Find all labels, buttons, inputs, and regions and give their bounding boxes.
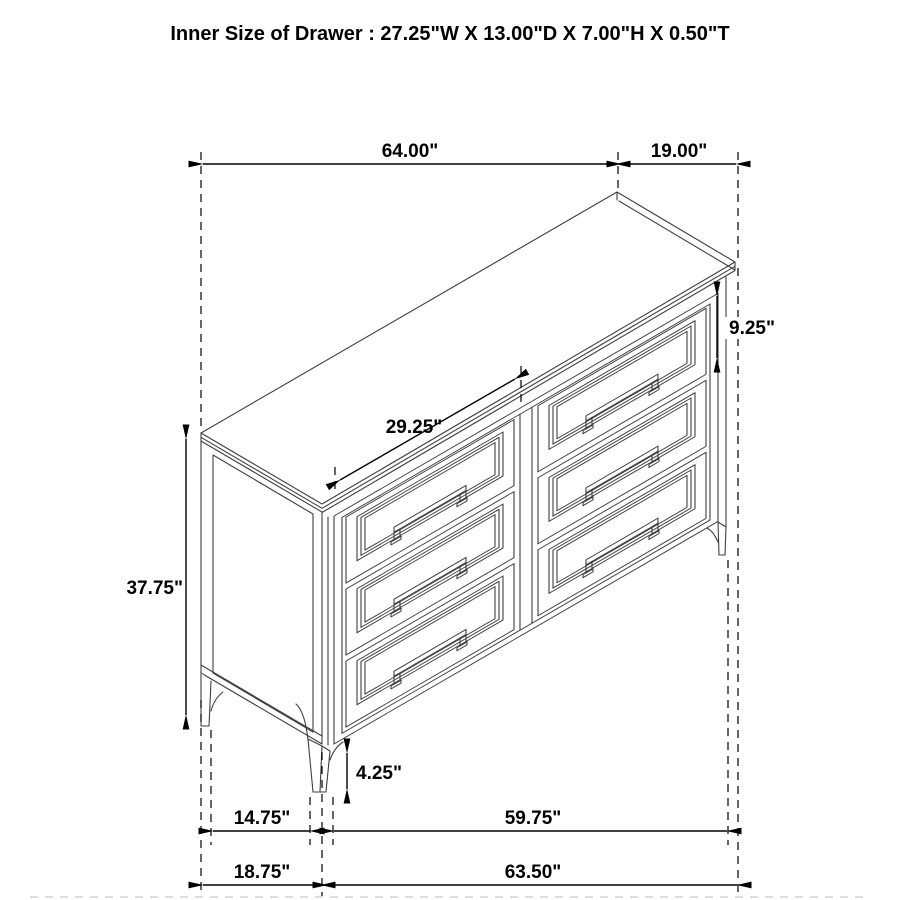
- dim-label-leg-height: 4.25": [356, 763, 402, 784]
- dim-label-base-width: 63.50": [504, 862, 562, 883]
- dim-label-overall-height: 37.75": [126, 578, 183, 599]
- dim-label-top-depth: 19.00": [650, 141, 708, 162]
- dim-label-base-depth: 18.75": [233, 862, 291, 883]
- dim-label-leg-span-width: 59.75": [504, 808, 562, 829]
- dim-label-bank-width: 29.25": [385, 417, 443, 438]
- dim-label-top-length: 64.00": [381, 141, 439, 162]
- dim-label-leg-span-depth: 14.75": [233, 808, 291, 829]
- dresser-drawing: [201, 192, 735, 792]
- diagram-title: Inner Size of Drawer : 27.25"W X 13.00"D X 7.00"H X 0.50"T: [170, 23, 730, 45]
- dim-label-drawer-height: 9.25": [729, 318, 775, 339]
